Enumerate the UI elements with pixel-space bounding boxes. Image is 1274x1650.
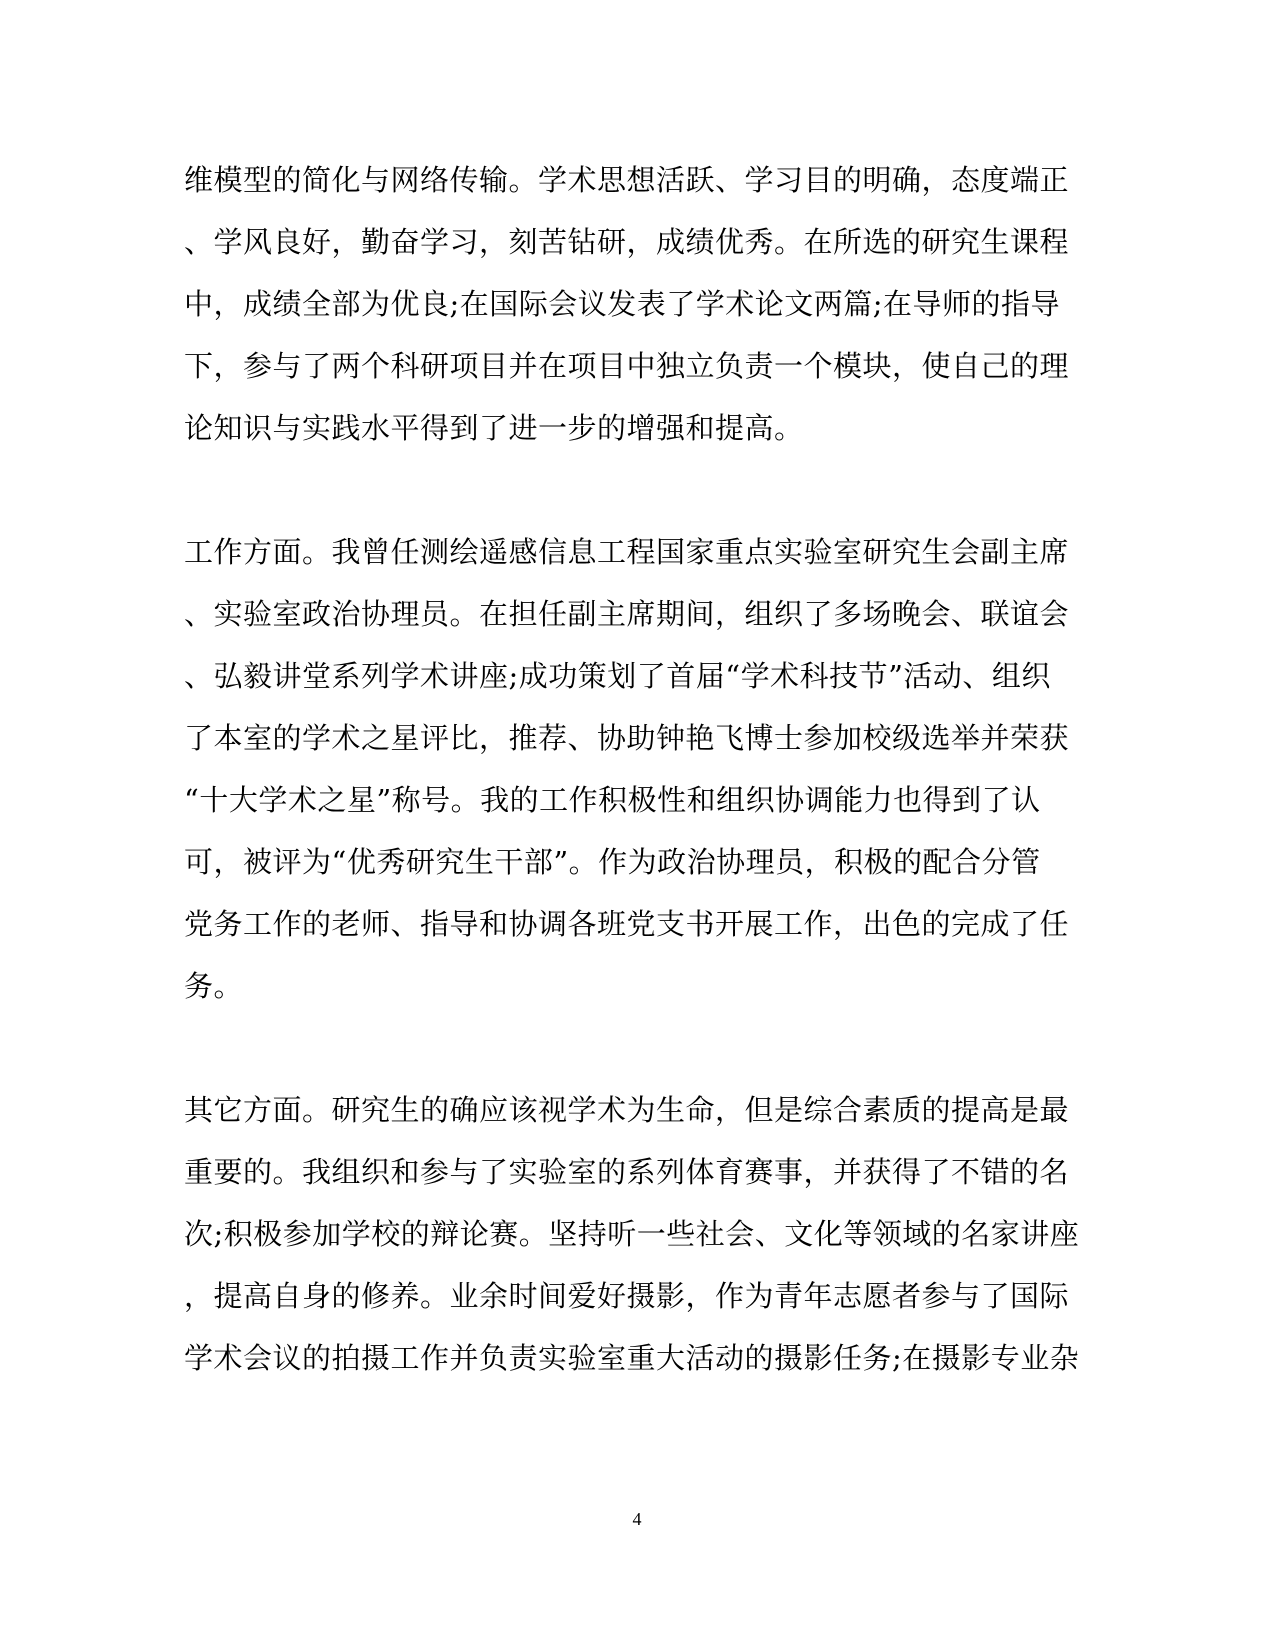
paragraph-3-line-3: 次;积极参加学校的辩论赛。坚持听一些社会、文化等领域的名家讲座 [184, 1217, 1080, 1251]
paragraph-2-line-3: 、弘毅讲堂系列学术讲座;成功策划了首届“学术科技节”活动、组织 [184, 659, 1051, 693]
paragraph-2-line-5: “十大学术之星”称号。我的工作积极性和组织协调能力也得到了认 [184, 783, 1041, 817]
paragraph-1-line-5: 论知识与实践水平得到了进一步的增强和提高。 [184, 411, 804, 445]
paragraph-2-line-6: 可，被评为“优秀研究生干部”。作为政治协理员，积极的配合分管 [184, 845, 1041, 879]
page-number: 4 [632, 1509, 642, 1529]
paragraph-3-line-4: ，提高自身的修养。业余时间爱好摄影，作为青年志愿者参与了国际 [184, 1279, 1070, 1313]
paragraph-2-line-8: 务。 [184, 969, 244, 1003]
paragraph-2-line-2: 、实验室政治协理员。在担任副主席期间，组织了多场晚会、联谊会 [184, 597, 1070, 631]
paragraph-1-line-2: 、学风良好，勤奋学习，刻苦钻研，成绩优秀。在所选的研究生课程 [184, 225, 1070, 259]
paragraph-2-line-1: 工作方面。我曾任测绘遥感信息工程国家重点实验室研究生会副主席 [184, 535, 1070, 569]
paragraph-3-line-1: 其它方面。研究生的确应该视学术为生命，但是综合素质的提高是最 [184, 1093, 1070, 1127]
paragraph-2-line-4: 了本室的学术之星评比，推荐、协助钟艳飞博士参加校级选举并荣获 [184, 721, 1070, 755]
paragraph-1-line-4: 下，参与了两个科研项目并在项目中独立负责一个模块，使自己的理 [184, 349, 1070, 383]
paragraph-3-line-5: 学术会议的拍摄工作并负责实验室重大活动的摄影任务;在摄影专业杂 [184, 1341, 1080, 1375]
paragraph-2-line-7: 党务工作的老师、指导和协调各班党支书开展工作，出色的完成了任 [184, 907, 1070, 941]
paragraph-1-line-1: 维模型的简化与网络传输。学术思想活跃、学习目的明确，态度端正 [184, 163, 1070, 197]
paragraph-1-line-3: 中，成绩全部为优良;在国际会议发表了学术论文两篇;在导师的指导 [184, 287, 1061, 321]
paragraph-3-line-2: 重要的。我组织和参与了实验室的系列体育赛事，并获得了不错的名 [184, 1155, 1070, 1189]
